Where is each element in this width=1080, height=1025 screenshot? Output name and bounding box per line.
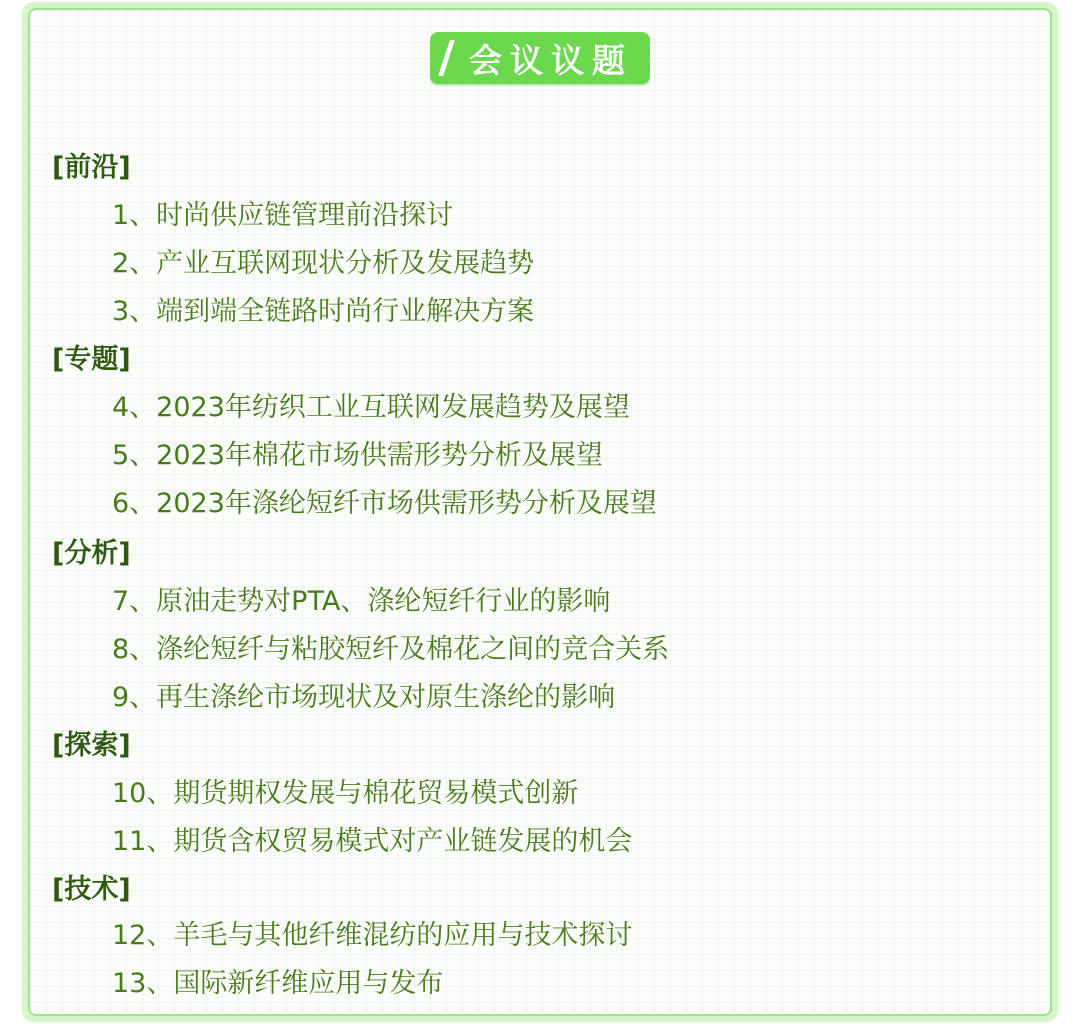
agenda-item: 3、端到端全链路时尚行业解决方案 — [112, 296, 535, 327]
slash-decoration-icon — [438, 40, 455, 76]
section-heading-analysis: [分析] — [52, 538, 131, 569]
section-heading-tech: [技术] — [52, 874, 131, 905]
agenda-item: 13、国际新纤维应用与发布 — [112, 968, 444, 999]
agenda-item: 9、再生涤纶市场现状及对原生涤纶的影响 — [112, 682, 616, 713]
agenda-item: 8、涤纶短纤与粘胶短纤及棉花之间的竞合关系 — [112, 634, 670, 665]
agenda-item: 7、原油走势对PTA、涤纶短纤行业的影响 — [112, 586, 611, 617]
agenda-item: 11、期货含权贸易模式对产业链发展的机会 — [112, 826, 633, 857]
section-heading-topic: [专题] — [52, 344, 131, 375]
agenda-item: 10、期货期权发展与棉花贸易模式创新 — [112, 778, 579, 809]
agenda-item: 6、2023年涤纶短纤市场供需形势分析及展望 — [112, 488, 657, 519]
section-heading-explore: [探索] — [52, 730, 131, 761]
title-badge — [430, 32, 650, 84]
agenda-item: 12、羊毛与其他纤维混纺的应用与技术探讨 — [112, 920, 633, 951]
agenda-item: 1、时尚供应链管理前沿探讨 — [112, 200, 454, 231]
agenda-item: 5、2023年棉花市场供需形势分析及展望 — [112, 440, 603, 471]
agenda-item: 4、2023年纺织工业互联网发展趋势及展望 — [112, 392, 630, 423]
page-title: 会议议题 — [469, 40, 633, 80]
agenda-item: 2、产业互联网现状分析及发展趋势 — [112, 248, 535, 279]
section-heading-frontier: [前沿] — [52, 152, 131, 183]
